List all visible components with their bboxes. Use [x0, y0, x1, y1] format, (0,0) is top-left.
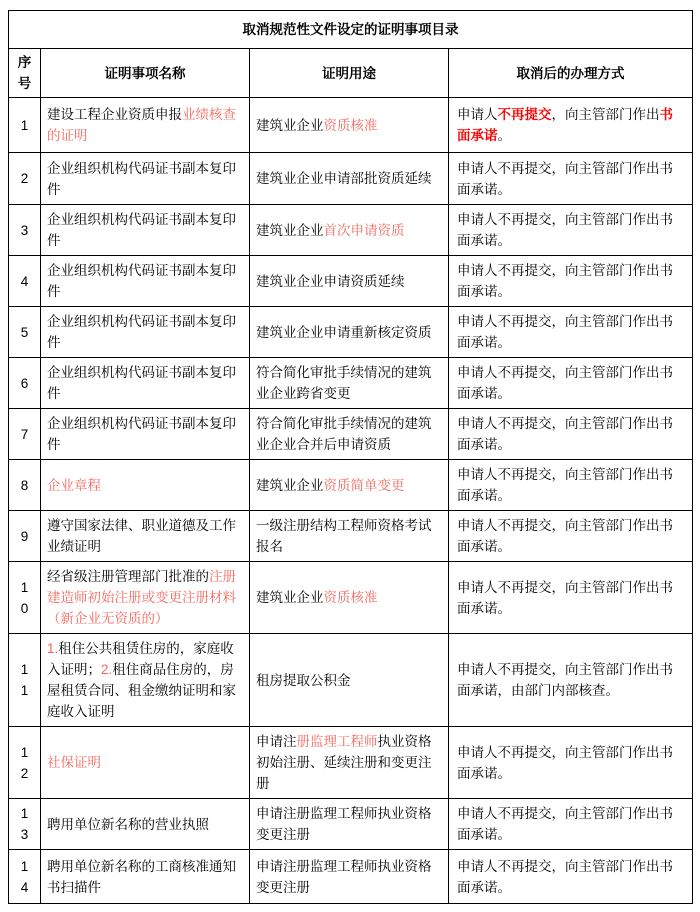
row-number: 14	[9, 850, 41, 904]
row-number: 11	[9, 634, 41, 727]
item-name-cell	[41, 562, 250, 634]
table-row	[9, 634, 693, 727]
table-row	[9, 562, 693, 634]
text-segment: 申请人不再提交，向主管部门作出书面承诺。	[457, 314, 673, 350]
method-cell	[449, 799, 693, 850]
text-segment: 建筑业企业申请部批资质延续	[256, 171, 432, 186]
row-number: 1	[9, 98, 41, 153]
row-number: 7	[9, 409, 41, 460]
method-cell	[449, 256, 693, 307]
text-segment: 不再提交	[497, 107, 552, 122]
row-number: 6	[9, 358, 41, 409]
text-segment: 申请人不再提交，向主管部门作出书面承诺。	[457, 744, 673, 781]
text-segment: 申请人不再提交，向主管部门作出书面承诺。	[457, 858, 673, 895]
text-segment: 申请人	[457, 107, 498, 122]
text-segment: 建筑业企业	[256, 477, 324, 493]
method-cell	[449, 358, 693, 409]
purpose-cell	[250, 511, 449, 562]
column-header-method: 取消后的办理方式	[449, 49, 693, 98]
table-row	[9, 153, 693, 205]
text-segment: 企业组织机构代码证书副本复印件	[47, 314, 236, 350]
text-segment: 。	[497, 128, 511, 143]
method-cell	[449, 850, 693, 904]
purpose-cell	[250, 307, 449, 358]
item-name-cell	[41, 98, 250, 153]
title-row	[9, 11, 693, 49]
text-segment: 2.	[101, 662, 113, 677]
item-name-cell	[41, 256, 250, 307]
purpose-cell	[250, 799, 449, 850]
table-row	[9, 799, 693, 850]
row-number: 5	[9, 307, 41, 358]
row-number: 3	[9, 205, 41, 256]
text-segment: 申请人不再提交，向主管部门作出书面承诺。	[457, 416, 673, 452]
item-name-cell	[41, 634, 250, 727]
text-segment: 申请人不再提交，向主管部门作出书面承诺。	[457, 212, 673, 248]
text-segment: 1.	[47, 641, 59, 656]
column-header-purpose: 证明用途	[250, 49, 449, 98]
purpose-cell	[250, 205, 449, 256]
text-segment: 申请人不再提交，向主管部门作出书面承诺。	[457, 467, 673, 503]
table-row	[9, 307, 693, 358]
page-title: 取消规范性文件设定的证明事项目录	[9, 11, 693, 49]
text-segment: 符合简化审批手续情况的建筑业企业跨省变更	[256, 365, 432, 401]
text-segment: 一级注册结构工程师资格考试报名	[256, 518, 432, 554]
purpose-cell	[250, 256, 449, 307]
text-segment: 申请人不再提交，向主管部门作出书面承诺。	[457, 365, 673, 401]
method-cell	[449, 511, 693, 562]
item-name-cell	[41, 727, 250, 799]
item-name-cell	[41, 799, 250, 850]
text-segment: 申请注册监理工程师执业资格变更注册	[256, 858, 432, 895]
purpose-cell	[250, 98, 449, 153]
item-name-cell	[41, 358, 250, 409]
method-cell	[449, 562, 693, 634]
table-row	[9, 460, 693, 511]
item-name-cell	[41, 307, 250, 358]
text-segment: 社保证明	[47, 755, 101, 770]
method-cell	[449, 307, 693, 358]
method-cell	[449, 409, 693, 460]
method-cell	[449, 460, 693, 511]
table-body	[9, 98, 693, 904]
text-segment: 企业组织机构代码证书副本复印件	[47, 416, 236, 452]
text-segment: 企业章程	[47, 477, 101, 493]
column-header-no: 序号	[9, 49, 41, 98]
purpose-cell	[250, 562, 449, 634]
item-name-cell	[41, 511, 250, 562]
purpose-cell	[250, 727, 449, 799]
text-segment: 执业资格初始注册、延续注册和变更注册	[256, 734, 432, 791]
text-segment: 租住公共租赁住房的，家庭收入证明；	[47, 641, 234, 677]
certification-items-table	[8, 10, 693, 904]
text-segment: 申请人不再提交，向主管部门作出书面承诺。	[457, 579, 673, 616]
text-segment: 申请人不再提交，向主管部门作出书面承诺。	[457, 518, 673, 554]
row-number: 10	[9, 562, 41, 634]
text-segment: 建筑业企业申请资质延续	[256, 273, 405, 289]
method-cell	[449, 205, 693, 256]
text-segment: 申请注	[256, 734, 297, 749]
row-number: 13	[9, 799, 41, 850]
text-segment: 建筑业企业	[256, 590, 324, 605]
text-segment: 建设工程企业资质申报	[47, 107, 182, 122]
method-cell	[449, 634, 693, 727]
row-number: 12	[9, 727, 41, 799]
method-cell	[449, 153, 693, 205]
table-row	[9, 358, 693, 409]
purpose-cell	[250, 460, 449, 511]
text-segment: 企业组织机构代码证书副本复印件	[47, 263, 236, 299]
text-segment: 注册建造师初始注册或变更注册材料（新企业无资质的）	[47, 569, 236, 626]
item-name-cell	[41, 205, 250, 256]
method-cell	[449, 727, 693, 799]
row-number: 9	[9, 511, 41, 562]
text-segment: 申请人不再提交，向主管部门作出书面承诺。	[457, 806, 673, 842]
item-name-cell	[41, 850, 250, 904]
text-segment: 书面承诺	[457, 107, 673, 143]
text-segment: 聘用单位新名称的营业执照	[47, 816, 209, 832]
purpose-cell	[250, 358, 449, 409]
text-segment: 建筑业企业	[256, 117, 324, 133]
item-name-cell	[41, 153, 250, 205]
table-row	[9, 205, 693, 256]
text-segment: 租房提取公积金	[256, 672, 351, 688]
text-segment: 申请注册监理工程师执业资格变更注册	[256, 806, 432, 842]
row-number: 4	[9, 256, 41, 307]
text-segment: 遵守国家法律、职业道德及工作业绩证明	[47, 518, 236, 554]
text-segment: 资质简单变更	[323, 477, 405, 493]
text-segment: 聘用单位新名称的工商核准通知书扫描件	[47, 858, 236, 895]
text-segment: ，向主管部门作出	[551, 107, 660, 122]
text-segment: 建筑业企业	[256, 222, 324, 238]
purpose-cell	[250, 153, 449, 205]
text-segment: 申请人不再提交，向主管部门作出书面承诺，由部门内部核查。	[457, 662, 673, 698]
item-name-cell	[41, 409, 250, 460]
table-row	[9, 98, 693, 153]
text-segment: 建筑业企业申请重新核定资质	[256, 324, 432, 340]
table-row	[9, 850, 693, 904]
text-segment: 资质核准	[323, 590, 378, 605]
text-segment: 资质核准	[323, 117, 378, 133]
table-row	[9, 727, 693, 799]
item-name-cell	[41, 460, 250, 511]
text-segment: 业绩核查的证明	[47, 107, 236, 143]
table-row	[9, 511, 693, 562]
row-number: 8	[9, 460, 41, 511]
table-row	[9, 256, 693, 307]
table-row	[9, 409, 693, 460]
text-segment: 符合简化审批手续情况的建筑业企业合并后申请资质	[256, 416, 432, 452]
text-segment: 申请人不再提交，向主管部门作出书面承诺。	[457, 160, 673, 197]
text-segment: 企业组织机构代码证书副本复印件	[47, 365, 236, 401]
text-segment: 首次申请资质	[323, 222, 405, 238]
text-segment: 申请人不再提交，向主管部门作出书面承诺。	[457, 263, 673, 299]
text-segment: 企业组织机构代码证书副本复印件	[47, 160, 236, 197]
text-segment: 经省级注册管理部门批准的	[47, 569, 209, 584]
purpose-cell	[250, 850, 449, 904]
text-segment: 租住商品住房的，房屋租赁合同、租金缴纳证明和家庭收入证明	[47, 662, 236, 719]
purpose-cell	[250, 409, 449, 460]
column-header-name: 证明事项名称	[41, 49, 250, 98]
method-cell	[449, 98, 693, 153]
text-segment: 企业组织机构代码证书副本复印件	[47, 212, 236, 248]
purpose-cell	[250, 634, 449, 727]
row-number: 2	[9, 153, 41, 205]
text-segment: 册监理工程师	[296, 734, 378, 749]
header-row	[9, 49, 693, 98]
